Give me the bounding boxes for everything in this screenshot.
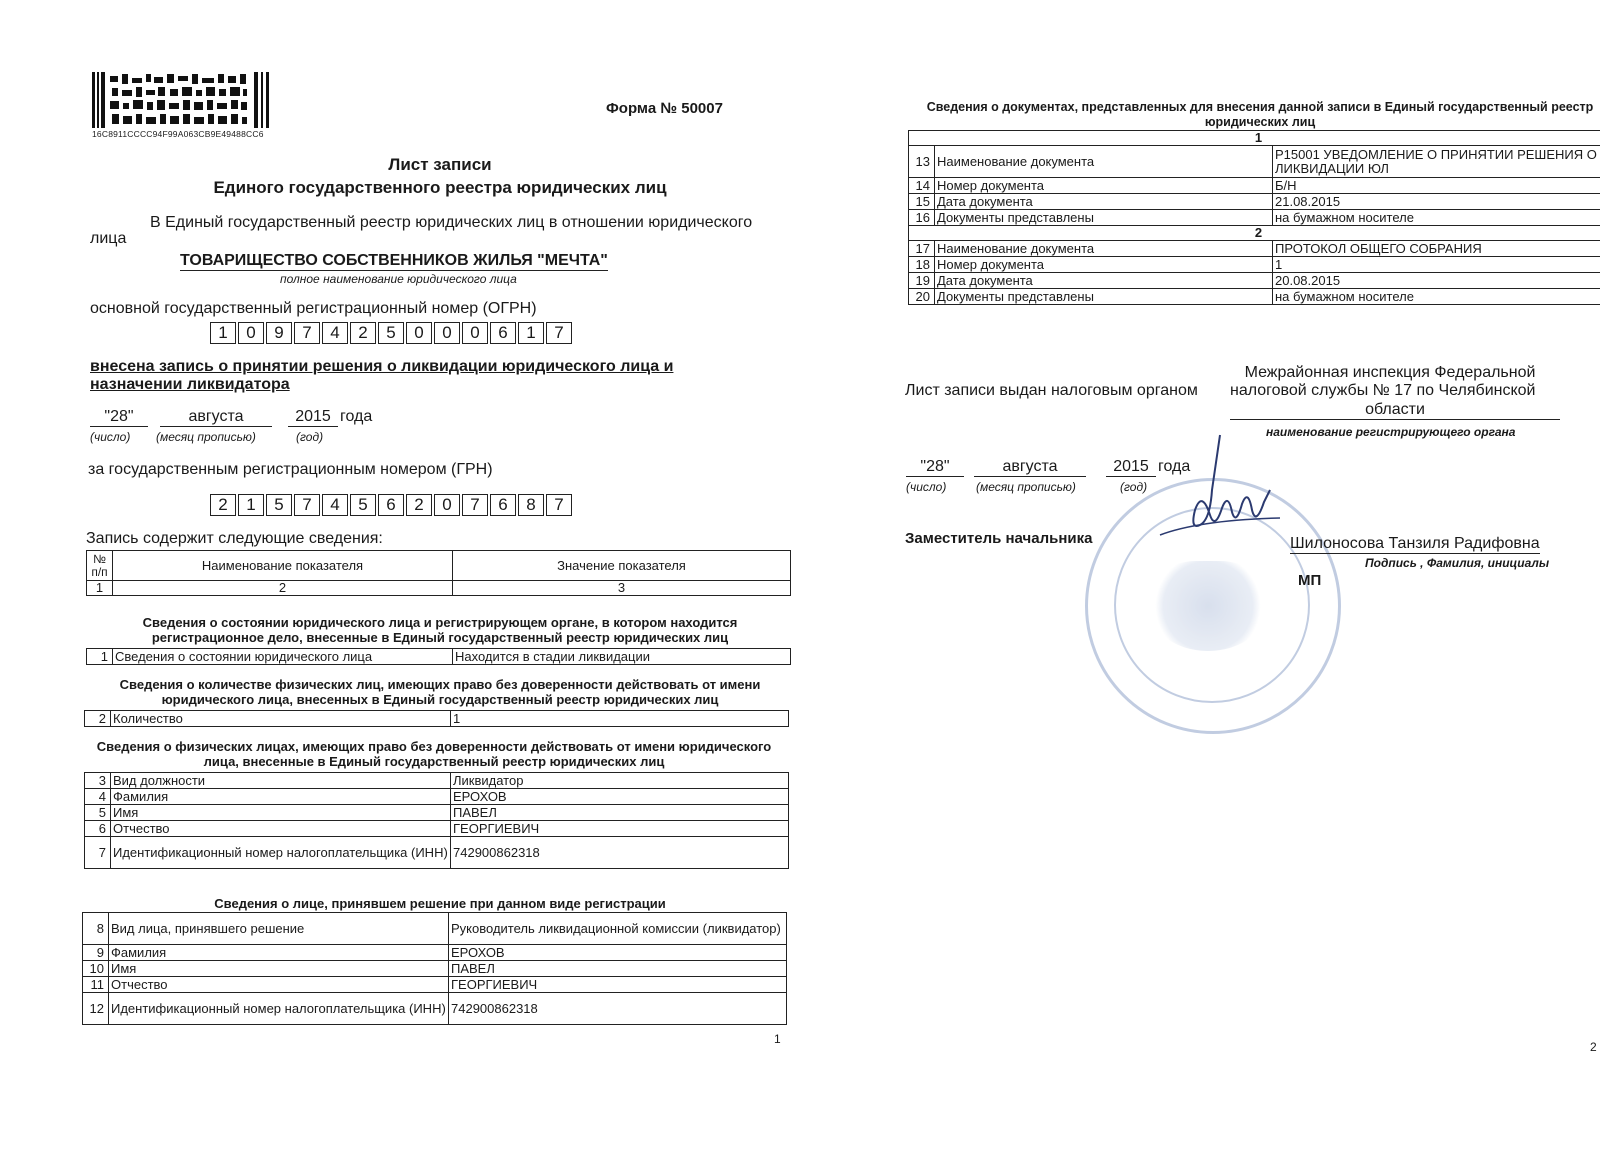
row-name: Документы представлены — [935, 289, 1273, 305]
ogrn-label: основной государственный регистрационный номер (ОГРН) — [90, 300, 537, 317]
row-value: 20.08.2015 — [1273, 273, 1600, 289]
issued-label: Лист записи выдан налоговым органом — [905, 382, 1198, 399]
section1-table — [86, 648, 791, 665]
date1-suffix: года — [340, 408, 373, 425]
row-name: Вид должности — [111, 773, 451, 789]
row-value: Руководитель ликвидационной комиссии (ликвидатор) — [449, 913, 787, 945]
table-row — [909, 178, 1600, 194]
row-name: Наименование документа — [935, 146, 1273, 178]
row-value: 1 — [451, 711, 789, 727]
row-number: 15 — [909, 194, 935, 210]
entity-name: ТОВАРИЩЕСТВО СОБСТВЕННИКОВ ЖИЛЬЯ "МЕЧТА" — [180, 252, 608, 269]
authority-caption: наименование регистрирующего органа — [1266, 425, 1516, 439]
row-value: Ликвидатор — [451, 773, 789, 789]
page-title-line1: Лист записи — [388, 155, 492, 174]
grn-digit: 2 — [406, 494, 432, 516]
docs-title: Сведения о документах, представленных для внесения данной записи в Единый государственный реестр юридических лиц — [926, 100, 1594, 129]
section1-title: Сведения о состоянии юридического лица и регистрирующем органе, в котором находится регистрационное дело, внесенные в Единый государственный реестр юридических лиц — [142, 615, 738, 645]
section3-table — [84, 772, 789, 869]
ogrn-digit: 0 — [406, 322, 432, 344]
row-name: Идентификационный номер налогоплательщика (ИНН) — [111, 837, 451, 869]
row-name: Вид лица, принявшего решение — [109, 913, 449, 945]
header-num-3: 3 — [453, 581, 791, 596]
table-row — [85, 789, 789, 805]
docs-group-1: 1 — [909, 131, 1600, 146]
row-name: Дата документа — [935, 273, 1273, 289]
date2-month: августа — [974, 458, 1086, 477]
row-value: 742900862318 — [451, 837, 789, 869]
section2-table — [84, 710, 789, 727]
table-row — [83, 977, 787, 993]
table-row — [909, 146, 1600, 178]
entity-name-caption: полное наименование юридического лица — [280, 272, 517, 286]
signature-caption: Подпись , Фамилия, инициалы — [1365, 556, 1550, 570]
date1-year-caption: (год) — [296, 430, 324, 444]
entry-text-line2-value: назначении ликвидатора — [90, 376, 290, 393]
header-col-value: Значение показателя — [453, 551, 791, 581]
table-row — [85, 773, 789, 789]
row-value: ПАВЕЛ — [451, 805, 789, 821]
table-row — [85, 821, 789, 837]
ogrn-digit: 5 — [378, 322, 404, 344]
table-row — [909, 210, 1600, 226]
grn-digit: 7 — [546, 494, 572, 516]
section4-table — [82, 912, 787, 1025]
row-name: Номер документа — [935, 178, 1273, 194]
table-row — [83, 945, 787, 961]
form-number: Форма № 50007 — [606, 100, 723, 117]
row-value: на бумажном носителе — [1273, 289, 1600, 305]
header-col-name: Наименование показателя — [113, 551, 453, 581]
table-row — [909, 273, 1600, 289]
barcode-code: 16C8911CCCC94F99A063CB9E49488CC6 — [92, 129, 264, 139]
row-number: 20 — [909, 289, 935, 305]
date1-day-caption: (число) — [90, 430, 131, 444]
docs-table — [908, 130, 1600, 305]
date2-suffix: года — [1158, 458, 1191, 475]
grn-digit: 1 — [238, 494, 264, 516]
table-row — [909, 289, 1600, 305]
mp-label: МП — [1298, 572, 1322, 589]
row-number: 7 — [85, 837, 111, 869]
row-number: 9 — [83, 945, 109, 961]
table-row — [909, 257, 1600, 273]
grn-digit: 8 — [518, 494, 544, 516]
row-number: 8 — [83, 913, 109, 945]
ogrn-digit: 0 — [462, 322, 488, 344]
grn-digit: 7 — [462, 494, 488, 516]
entry-text-line1 — [90, 358, 673, 376]
date1-day: "28" — [90, 408, 148, 427]
grn-digit: 0 — [434, 494, 460, 516]
section2-title: Сведения о количестве физических лиц, имеющих право без доверенности действовать от имени юридического лица, внесенных в Единый государственный реестр юридических лиц — [119, 677, 761, 707]
page2-number: 2 — [1590, 1040, 1597, 1054]
grn-digit: 4 — [322, 494, 348, 516]
date2-day-caption: (число) — [906, 480, 947, 494]
row-value: Р15001 УВЕДОМЛЕНИЕ О ПРИНЯТИИ РЕШЕНИЯ О ЛИКВИДАЦИИ ЮЛ — [1273, 146, 1600, 178]
row-name: Отчество — [109, 977, 449, 993]
row-number: 14 — [909, 178, 935, 194]
table-row — [85, 711, 789, 727]
intro-text-line1: В Единый государственный реестр юридических лиц в отношении юридического — [150, 214, 753, 231]
grn-digit: 6 — [378, 494, 404, 516]
signature — [1140, 430, 1300, 580]
row-value: Б/Н — [1273, 178, 1600, 194]
date2-month-caption: (месяц прописью) — [976, 480, 1076, 494]
table-row — [909, 241, 1600, 257]
grn-digit: 7 — [294, 494, 320, 516]
row-value: Находится в стадии ликвидации — [453, 649, 791, 665]
row-number: 6 — [85, 821, 111, 837]
ogrn-digit: 4 — [322, 322, 348, 344]
grn-label: за государственным регистрационным номером (ГРН) — [88, 461, 493, 478]
table-row — [83, 961, 787, 977]
date2-year: 2015 — [1106, 458, 1156, 477]
ogrn-digit: 6 — [490, 322, 516, 344]
date1-month-caption: (месяц прописью) — [156, 430, 256, 444]
row-name: Количество — [111, 711, 451, 727]
row-name: Фамилия — [109, 945, 449, 961]
date2-year-caption: (год) — [1120, 480, 1148, 494]
row-name: Имя — [111, 805, 451, 821]
ogrn-digit: 9 — [266, 322, 292, 344]
ogrn-digit: 0 — [238, 322, 264, 344]
intro-text-line2: лица — [90, 230, 127, 247]
table-row — [87, 649, 791, 665]
row-number: 2 — [85, 711, 111, 727]
header-num-2: 2 — [113, 581, 453, 596]
row-name: Номер документа — [935, 257, 1273, 273]
row-number: 12 — [83, 993, 109, 1025]
row-number: 18 — [909, 257, 935, 273]
table-row — [83, 993, 787, 1025]
row-number: 16 — [909, 210, 935, 226]
row-number: 19 — [909, 273, 935, 289]
header-table — [86, 550, 791, 596]
grn-digit: 2 — [210, 494, 236, 516]
row-value: ГЕОРГИЕВИЧ — [449, 977, 787, 993]
row-value: ПРОТОКОЛ ОБЩЕГО СОБРАНИЯ — [1273, 241, 1600, 257]
signatory-name: Шилоносова Танзиля Радифовна — [1290, 535, 1540, 552]
docs-group-2: 2 — [909, 226, 1600, 241]
table-row — [85, 805, 789, 821]
grn-digit: 6 — [490, 494, 516, 516]
row-value: ЕРОХОВ — [451, 789, 789, 805]
entry-text-line2 — [90, 376, 290, 394]
row-value: 742900862318 — [449, 993, 787, 1025]
grn-digit: 5 — [266, 494, 292, 516]
ogrn-digit: 0 — [434, 322, 460, 344]
ogrn-digits — [210, 322, 574, 344]
section4-title: Сведения о лице, принявшем решение при данном виде регистрации — [214, 896, 666, 911]
table-row — [85, 837, 789, 869]
authority-line1: Межрайонная инспекция Федеральной — [1244, 364, 1536, 381]
header-num-1: 1 — [87, 581, 113, 596]
grn-digits — [210, 494, 574, 516]
row-number: 13 — [909, 146, 935, 178]
row-value: ПАВЕЛ — [449, 961, 787, 977]
position-label: Заместитель начальника — [905, 530, 1093, 547]
ogrn-digit: 2 — [350, 322, 376, 344]
authority-line3: области — [1230, 401, 1560, 420]
section3-title: Сведения о физических лицах, имеющих право без доверенности действовать от имени юридического лица, внесенные в Единый государственный реестр юридических лиц — [96, 739, 772, 769]
page1-number: 1 — [774, 1032, 781, 1046]
ogrn-digit: 7 — [294, 322, 320, 344]
table-row — [909, 194, 1600, 210]
row-number: 4 — [85, 789, 111, 805]
grn-digit: 5 — [350, 494, 376, 516]
row-name: Документы представлены — [935, 210, 1273, 226]
row-name: Фамилия — [111, 789, 451, 805]
row-name: Имя — [109, 961, 449, 977]
row-value: 21.08.2015 — [1273, 194, 1600, 210]
row-number: 5 — [85, 805, 111, 821]
row-number: 11 — [83, 977, 109, 993]
barcode — [92, 72, 272, 128]
row-name: Сведения о состоянии юридического лица — [113, 649, 453, 665]
date2-day: "28" — [906, 458, 964, 477]
barcode-image — [92, 72, 272, 128]
authority-line2: налоговой службы № 17 по Челябинской — [1230, 382, 1536, 399]
row-name: Идентификационный номер налогоплательщика (ИНН) — [109, 993, 449, 1025]
table-row — [83, 913, 787, 945]
row-number: 10 — [83, 961, 109, 977]
row-value: ЕРОХОВ — [449, 945, 787, 961]
row-name: Дата документа — [935, 194, 1273, 210]
record-contains-label: Запись содержит следующие сведения: — [86, 530, 383, 547]
row-value: ГЕОРГИЕВИЧ — [451, 821, 789, 837]
row-number: 1 — [87, 649, 113, 665]
row-number: 3 — [85, 773, 111, 789]
ogrn-digit: 1 — [210, 322, 236, 344]
ogrn-digit: 7 — [546, 322, 572, 344]
entry-text-line1-value: внесена запись о принятии решения о ликвидации юридического лица и — [90, 358, 674, 375]
ogrn-digit: 1 — [518, 322, 544, 344]
row-number: 17 — [909, 241, 935, 257]
date1-month: августа — [160, 408, 272, 427]
row-name: Отчество — [111, 821, 451, 837]
row-value: 1 — [1273, 257, 1600, 273]
row-value: на бумажном носителе — [1273, 210, 1600, 226]
page-title-line2: Единого государственного реестра юридических лиц — [213, 178, 667, 197]
date1-year: 2015 — [288, 408, 338, 427]
row-name: Наименование документа — [935, 241, 1273, 257]
header-col-num: № п/п — [87, 551, 113, 581]
